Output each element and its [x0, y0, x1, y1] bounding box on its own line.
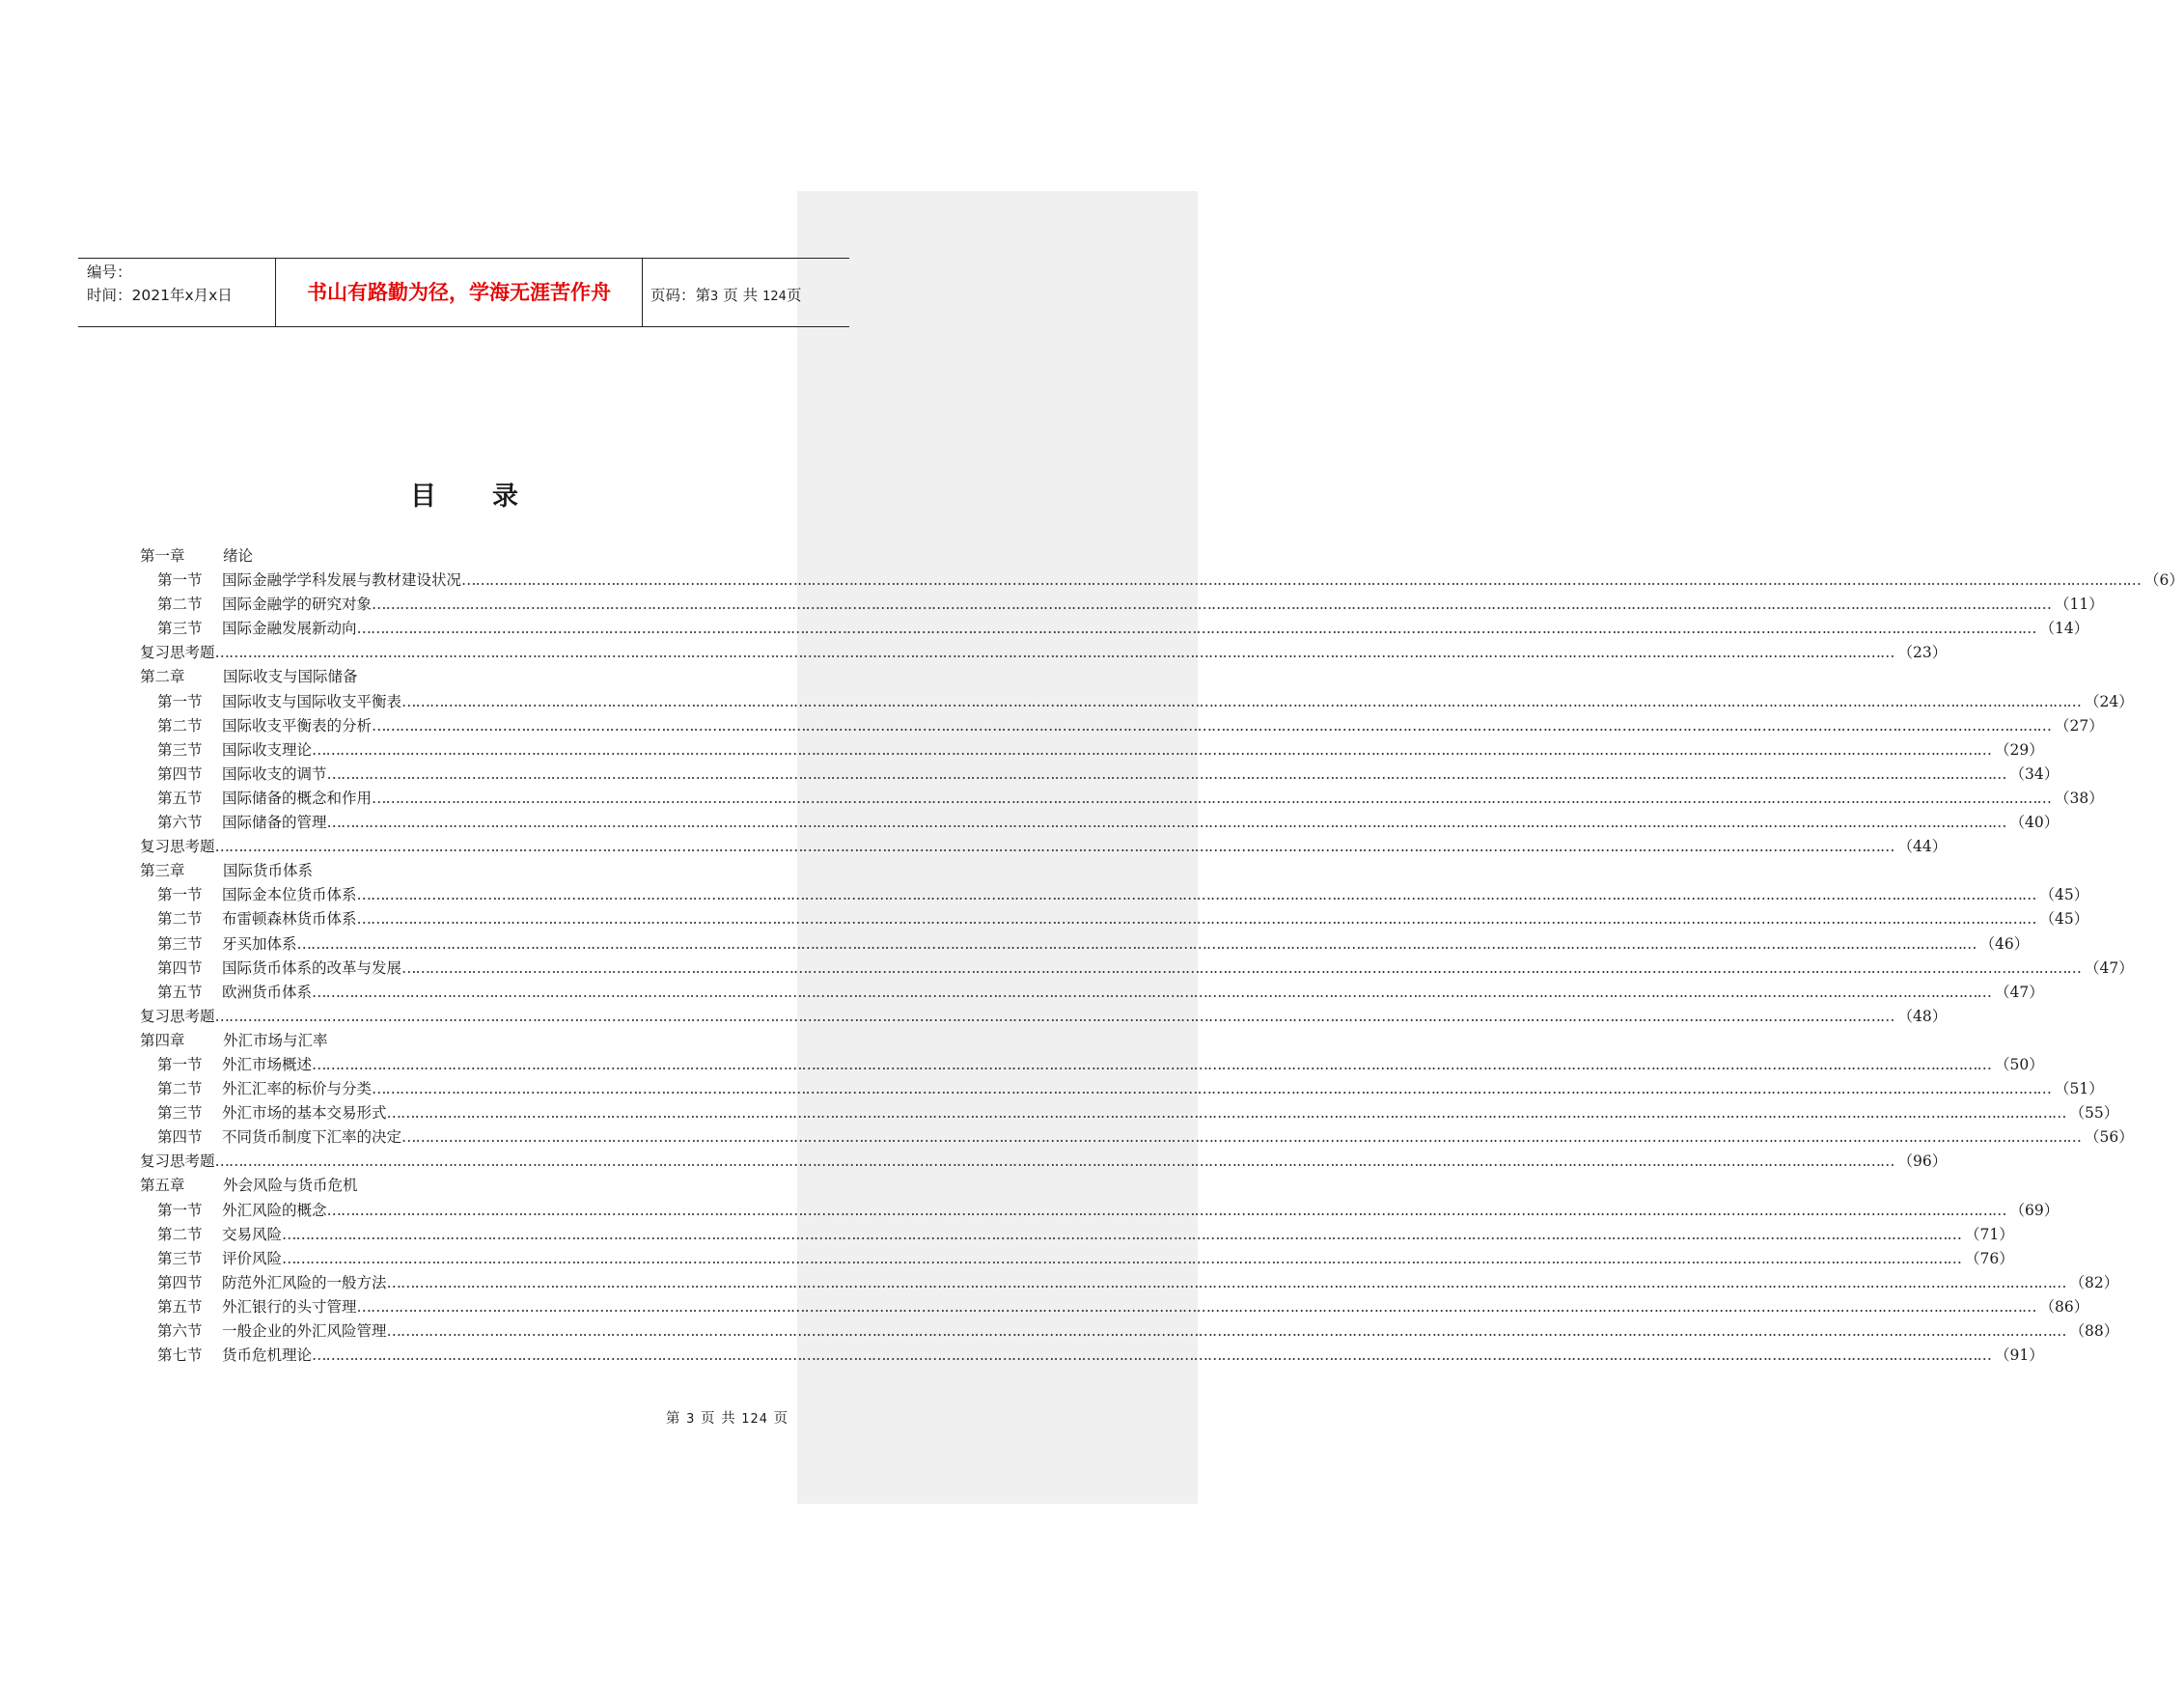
header-page-total: 124 [762, 290, 787, 304]
toc-dot-leader: ……………………………………………………………………………………………………………………………………………………………………………………………………………………………………………………………………………………………………………………………… [461, 571, 2142, 590]
toc-entry-title: 复习思考题 [140, 1007, 215, 1025]
toc-dot-leader: ……………………………………………………………………………………………………………………………………………………………………………………………………………………………………………………………………………………………………………………………… [312, 1055, 1992, 1073]
toc-dot-leader: ……………………………………………………………………………………………………………………………………………………………………………………………………………………………………………………………………………………………………………………………… [312, 983, 1992, 1001]
toc-entry-row [140, 811, 2060, 835]
toc-entry-label: 第五节 [157, 1297, 203, 1316]
toc-entry-row [140, 957, 2134, 981]
header-page-suffix: 页 [786, 287, 802, 304]
footer-mid: 页 共 [701, 1411, 736, 1427]
toc-dot-leader: ……………………………………………………………………………………………………………………………………………………………………………………………………………………………………………………………………………………………………………………………… [214, 1152, 1894, 1171]
toc-page-number: （69） [2009, 1201, 2060, 1219]
toc-page-number: （27） [2055, 716, 2104, 735]
toc-dot-leader: ……………………………………………………………………………………………………………………………………………………………………………………………………………………………………………………………………………………………………………………………… [282, 1249, 1962, 1267]
toc-entry-row [140, 763, 2060, 787]
toc-entry-title: 外汇风险的概念 [222, 1201, 327, 1219]
toc-dot-leader: ……………………………………………………………………………………………………………………………………………………………………………………………………………………………………………………………………………………………………………………………… [386, 1322, 2066, 1340]
toc-page-number: （47） [2085, 958, 2134, 977]
toc-page-number: （14） [2039, 620, 2089, 638]
toc-dot-leader: ……………………………………………………………………………………………………………………………………………………………………………………………………………………………………………………………………………………………………………………………… [386, 1273, 2066, 1291]
toc-entry-title: 外汇市场概述 [222, 1055, 313, 1073]
toc-dot-leader: ……………………………………………………………………………………………………………………………………………………………………………………………………………………………………………………………………………………………………………………………… [356, 886, 2036, 904]
toc-entry-label: 第一节 [157, 1201, 203, 1219]
page-footer [666, 1407, 788, 1428]
toc-entry-label: 第五节 [157, 983, 203, 1001]
toc-entry-title: 国际金本位货币体系 [222, 886, 357, 904]
toc-dot-leader: ……………………………………………………………………………………………………………………………………………………………………………………………………………………………………………………………………………………………………………………………… [214, 644, 1894, 662]
toc-entry-title: 国际货币体系的改革与发展 [222, 958, 402, 977]
toc-entry-label: 第三章 [140, 862, 185, 880]
toc-entry-row [140, 641, 1948, 665]
toc-entry-row [140, 1271, 2119, 1295]
toc-entry-label: 第二节 [157, 1080, 203, 1098]
header-page-current: 3 [710, 290, 719, 304]
document-date-label: 时间：2021年x月x日 [87, 287, 233, 304]
toc-page-number: （29） [1995, 740, 2044, 759]
toc-entry-label: 第三节 [157, 1104, 203, 1123]
footer-suffix: 页 [773, 1411, 789, 1427]
toc-entry-label: 第一节 [157, 692, 203, 710]
toc-chapter-row [140, 859, 772, 883]
toc-entry-title: 国际收支理论 [222, 740, 313, 759]
toc-entry-label: 第二节 [157, 596, 203, 614]
toc-entry-row [140, 835, 1948, 859]
toc-page-number: （45） [2039, 910, 2089, 929]
toc-entry-title: 国际收支平衡表的分析 [222, 716, 373, 735]
toc-entry-title: 布雷顿森林货币体系 [222, 910, 357, 929]
toc-dot-leader: ……………………………………………………………………………………………………………………………………………………………………………………………………………………………………………………………………………………………………………………………… [214, 1007, 1894, 1025]
toc-entry-title: 外汇市场与汇率 [223, 1031, 328, 1049]
toc-entry-row [140, 1199, 2060, 1223]
toc-page-number: （40） [2009, 814, 2060, 832]
toc-entry-title: 外汇银行的头寸管理 [222, 1297, 357, 1316]
header-page-prefix: 页码：第 [650, 287, 711, 304]
toc-entry-row [140, 1247, 2014, 1271]
toc-page-number: （50） [1995, 1055, 2044, 1073]
toc-entry-title: 国际储备的管理 [222, 814, 327, 832]
toc-title: 目录 [410, 482, 574, 512]
toc-dot-leader: ……………………………………………………………………………………………………………………………………………………………………………………………………………………………………………………………………………………………………………………………… [386, 1104, 2066, 1123]
toc-dot-leader: ……………………………………………………………………………………………………………………………………………………………………………………………………………………………………………………………………………………………………………………………… [282, 1225, 1962, 1243]
toc-entry-row [140, 932, 2030, 957]
toc-entry-title: 货币危机理论 [222, 1346, 313, 1365]
toc-chapter-row [140, 665, 772, 689]
toc-page-number: （47） [1995, 983, 2044, 1001]
toc-entry-title: 国际金融发展新动向 [222, 620, 357, 638]
toc-entry-row [140, 1125, 2134, 1150]
toc-page-number: （44） [1897, 838, 1948, 856]
toc-chapter-row [140, 1029, 772, 1053]
toc-entry-title: 外汇市场的基本交易形式 [222, 1104, 387, 1123]
toc-dot-leader: ……………………………………………………………………………………………………………………………………………………………………………………………………………………………………………………………………………………………………………………………… [326, 1201, 2006, 1219]
toc-page-number: （46） [1979, 934, 2030, 953]
toc-page-number: （38） [2055, 789, 2104, 807]
toc-entry-title: 防范外汇风险的一般方法 [222, 1273, 387, 1291]
toc-entry-title: 欧洲货币体系 [222, 983, 313, 1001]
footer-total-pages: 124 [741, 1412, 769, 1427]
toc-entry-row [140, 1101, 2119, 1125]
toc-dot-leader: ……………………………………………………………………………………………………………………………………………………………………………………………………………………………………………………………………………………………………………………………… [326, 764, 2006, 783]
toc-dot-leader: ……………………………………………………………………………………………………………………………………………………………………………………………………………………………………………………………………………………………………………………………… [296, 934, 1977, 953]
toc-entry-row [140, 981, 2044, 1005]
header-motto-cell [276, 259, 643, 326]
toc-entry-label: 第三节 [157, 620, 203, 638]
toc-page-number: （45） [2039, 886, 2089, 904]
toc-entry-label: 第一章 [140, 547, 185, 565]
toc-entry-label: 第五章 [140, 1177, 185, 1195]
toc-entry-label: 第四节 [157, 1128, 203, 1147]
toc-entry-title: 国际货币体系 [223, 862, 314, 880]
toc-entry-label: 第三节 [157, 934, 203, 953]
toc-entry-label: 第四节 [157, 958, 203, 977]
toc-entry-row [140, 787, 2104, 811]
toc-entry-title: 国际储备的概念和作用 [222, 789, 373, 807]
toc-entry-title: 国际收支与国际收支平衡表 [222, 692, 402, 710]
toc-entry-row [140, 690, 2134, 714]
toc-dot-leader: ……………………………………………………………………………………………………………………………………………………………………………………………………………………………………………………………………………………………………………………………… [356, 1297, 2036, 1316]
toc-entry-label: 第一节 [157, 1055, 203, 1073]
toc-page-number: （48） [1897, 1007, 1948, 1025]
toc-entry-row [140, 617, 2089, 641]
toc-dot-leader: ……………………………………………………………………………………………………………………………………………………………………………………………………………………………………………………………………………………………………………………………… [401, 692, 2082, 710]
toc-entry-title: 外汇汇率的标价与分类 [222, 1080, 373, 1098]
toc-entry-label: 第三节 [157, 740, 203, 759]
document-number-label: 编号： [87, 264, 132, 281]
toc-entry-label: 第二节 [157, 910, 203, 929]
toc-entry-label: 第六节 [157, 814, 203, 832]
toc-entry-row [140, 593, 2104, 617]
toc-entry-row [140, 569, 2184, 593]
toc-entry-title: 绪论 [223, 547, 254, 565]
toc-page-number: （23） [1897, 644, 1948, 662]
toc-entry-title: 评价风险 [222, 1249, 283, 1267]
toc-entry-label: 第三节 [157, 1249, 203, 1267]
toc-entry-title: 国际收支与国际储备 [223, 668, 358, 686]
toc-entry-row [140, 1053, 2044, 1077]
toc-entry-row [140, 714, 2104, 738]
header-info-cell [78, 259, 276, 326]
toc-page-number: （86） [2039, 1297, 2089, 1316]
toc-entry-title: 国际收支的调节 [222, 764, 327, 783]
toc-page-number: （6） [2144, 571, 2184, 590]
header-page-cell [643, 259, 849, 326]
toc-entry-title: 不同货币制度下汇率的决定 [222, 1128, 402, 1147]
toc-entry-title: 复习思考题 [140, 644, 215, 662]
toc-page-number: （56） [2085, 1128, 2134, 1147]
toc-entry-title: 外会风险与货币危机 [223, 1177, 358, 1195]
toc-dot-leader: ……………………………………………………………………………………………………………………………………………………………………………………………………………………………………………………………………………………………………………………………… [372, 1080, 2052, 1098]
toc-entry-label: 第四节 [157, 1273, 203, 1291]
toc-chapter-row [140, 1174, 772, 1198]
toc-dot-leader: ……………………………………………………………………………………………………………………………………………………………………………………………………………………………………………………………………………………………………………………………… [372, 596, 2052, 614]
toc-page-number: （51） [2055, 1080, 2104, 1098]
toc-dot-leader: ……………………………………………………………………………………………………………………………………………………………………………………………………………………………………………………………………………………………………………………………… [372, 716, 2052, 735]
toc-page-number: （55） [2069, 1104, 2119, 1123]
header-page-mid: 页 共 [723, 287, 759, 304]
toc-entry-title: 复习思考题 [140, 1152, 215, 1171]
toc-page-number: （76） [1965, 1249, 2014, 1267]
toc-entry-title: 复习思考题 [140, 838, 215, 856]
toc-page-number: （71） [1965, 1225, 2014, 1243]
toc-entry-row [140, 907, 2089, 931]
document-header-table [78, 258, 849, 327]
toc-entry-label: 第二章 [140, 668, 185, 686]
toc-entry-row [140, 1295, 2089, 1319]
header-page-number [650, 284, 801, 305]
toc-dot-leader: ……………………………………………………………………………………………………………………………………………………………………………………………………………………………………………………………………………………………………………………………… [356, 910, 2036, 929]
toc-entry-label: 第四节 [157, 764, 203, 783]
toc-entry-row [140, 1005, 1948, 1029]
toc-page-number: （34） [2009, 764, 2060, 783]
toc-entry-label: 第四章 [140, 1031, 185, 1049]
toc-entry-title: 牙买加体系 [222, 934, 297, 953]
footer-current-page: 3 [686, 1412, 696, 1427]
table-of-contents [140, 544, 2184, 1368]
toc-dot-leader: ……………………………………………………………………………………………………………………………………………………………………………………………………………………………………………………………………………………………………………………………… [401, 958, 2082, 977]
toc-dot-leader: ……………………………………………………………………………………………………………………………………………………………………………………………………………………………………………………………………………………………………………………………… [312, 740, 1992, 759]
toc-entry-label: 第一节 [157, 886, 203, 904]
toc-entry-row [140, 1223, 2014, 1247]
toc-chapter-row [140, 544, 772, 569]
toc-dot-leader: ……………………………………………………………………………………………………………………………………………………………………………………………………………………………………………………………………………………………………………………………… [214, 838, 1894, 856]
toc-page-number: （91） [1995, 1346, 2044, 1365]
toc-page-number: （24） [2085, 692, 2134, 710]
footer-prefix: 第 [666, 1411, 681, 1427]
toc-page-number: （11） [2055, 596, 2104, 614]
header-motto: 书山有路勤为径，学海无涯苦作舟 [307, 281, 611, 304]
toc-entry-row [140, 738, 2044, 763]
toc-entry-row [140, 1077, 2104, 1101]
toc-dot-leader: ……………………………………………………………………………………………………………………………………………………………………………………………………………………………………………………………………………………………………………………………… [312, 1346, 1992, 1365]
toc-page-number: （96） [1897, 1152, 1948, 1171]
toc-entry-label: 第二节 [157, 1225, 203, 1243]
toc-dot-leader: ……………………………………………………………………………………………………………………………………………………………………………………………………………………………………………………………………………………………………………………………… [372, 789, 2052, 807]
toc-entry-title: 一般企业的外汇风险管理 [222, 1322, 387, 1340]
toc-page-number: （82） [2069, 1273, 2119, 1291]
toc-entry-label: 第七节 [157, 1346, 203, 1365]
toc-entry-label: 第二节 [157, 716, 203, 735]
toc-dot-leader: ……………………………………………………………………………………………………………………………………………………………………………………………………………………………………………………………………………………………………………………………… [401, 1128, 2082, 1147]
toc-entry-title: 国际金融学学科发展与教材建设状况 [222, 571, 462, 590]
toc-entry-row [140, 1344, 2044, 1368]
toc-entry-title: 交易风险 [222, 1225, 283, 1243]
toc-entry-label: 第一节 [157, 571, 203, 590]
toc-page-number: （88） [2069, 1322, 2119, 1340]
toc-dot-leader: ……………………………………………………………………………………………………………………………………………………………………………………………………………………………………………………………………………………………………………………………… [326, 814, 2006, 832]
toc-entry-row [140, 883, 2089, 907]
toc-dot-leader: ……………………………………………………………………………………………………………………………………………………………………………………………………………………………………………………………………………………………………………………………… [356, 620, 2036, 638]
toc-entry-row [140, 1150, 1948, 1174]
toc-entry-title: 国际金融学的研究对象 [222, 596, 373, 614]
toc-entry-label: 第六节 [157, 1322, 203, 1340]
toc-entry-label: 第五节 [157, 789, 203, 807]
toc-entry-row [140, 1319, 2119, 1344]
